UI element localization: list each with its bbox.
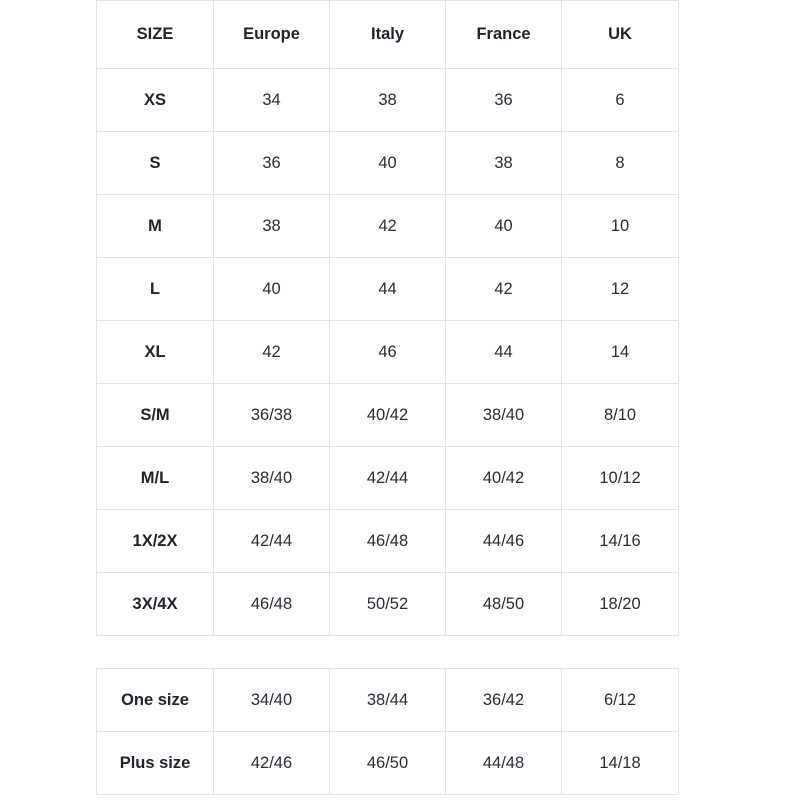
table-row	[97, 132, 679, 195]
cell-europe: 42	[214, 321, 330, 384]
one-size-table	[96, 668, 679, 795]
cell-uk: 18/20	[562, 573, 679, 636]
row-label: M/L	[97, 447, 214, 510]
cell-europe: 46/48	[214, 573, 330, 636]
cell-france: 44/48	[446, 732, 562, 795]
cell-italy: 42	[330, 195, 446, 258]
cell-france: 38/40	[446, 384, 562, 447]
cell-italy: 40/42	[330, 384, 446, 447]
cell-italy: 40	[330, 132, 446, 195]
table-row	[97, 510, 679, 573]
cell-france: 36/42	[446, 669, 562, 732]
row-label: S	[97, 132, 214, 195]
cell-france: 40	[446, 195, 562, 258]
cell-uk: 14/16	[562, 510, 679, 573]
cell-uk: 6/12	[562, 669, 679, 732]
table-header-row	[97, 1, 679, 69]
row-label: M	[97, 195, 214, 258]
table-header	[97, 1, 679, 69]
table-row	[97, 669, 679, 732]
cell-europe: 36/38	[214, 384, 330, 447]
cell-france: 40/42	[446, 447, 562, 510]
table-row	[97, 573, 679, 636]
cell-uk: 14/18	[562, 732, 679, 795]
table-row	[97, 384, 679, 447]
row-label: S/M	[97, 384, 214, 447]
table-body	[97, 669, 679, 795]
cell-france: 44	[446, 321, 562, 384]
table-body	[97, 69, 679, 636]
cell-uk: 10/12	[562, 447, 679, 510]
cell-france: 44/46	[446, 510, 562, 573]
row-label: L	[97, 258, 214, 321]
cell-uk: 14	[562, 321, 679, 384]
row-label: Plus size	[97, 732, 214, 795]
table-row	[97, 732, 679, 795]
cell-europe: 38/40	[214, 447, 330, 510]
row-label: 1X/2X	[97, 510, 214, 573]
cell-uk: 8	[562, 132, 679, 195]
cell-france: 48/50	[446, 573, 562, 636]
cell-france: 42	[446, 258, 562, 321]
cell-italy: 46	[330, 321, 446, 384]
cell-france: 36	[446, 69, 562, 132]
cell-europe: 42/44	[214, 510, 330, 573]
cell-europe: 38	[214, 195, 330, 258]
one-size-table-wrapper	[96, 668, 678, 795]
column-header-italy: Italy	[330, 1, 446, 69]
column-header-uk: UK	[562, 1, 679, 69]
cell-italy: 44	[330, 258, 446, 321]
cell-uk: 8/10	[562, 384, 679, 447]
cell-italy: 42/44	[330, 447, 446, 510]
cell-italy: 46/48	[330, 510, 446, 573]
table-row	[97, 69, 679, 132]
cell-europe: 42/46	[214, 732, 330, 795]
table-row	[97, 195, 679, 258]
table-row	[97, 447, 679, 510]
cell-italy: 50/52	[330, 573, 446, 636]
column-header-europe: Europe	[214, 1, 330, 69]
cell-europe: 34	[214, 69, 330, 132]
cell-europe: 40	[214, 258, 330, 321]
cell-italy: 38	[330, 69, 446, 132]
cell-uk: 12	[562, 258, 679, 321]
cell-italy: 46/50	[330, 732, 446, 795]
column-header-size: SIZE	[97, 1, 214, 69]
cell-uk: 6	[562, 69, 679, 132]
table-row	[97, 258, 679, 321]
row-label: 3X/4X	[97, 573, 214, 636]
cell-europe: 34/40	[214, 669, 330, 732]
cell-uk: 10	[562, 195, 679, 258]
cell-europe: 36	[214, 132, 330, 195]
size-conversion-table-wrapper	[96, 0, 678, 636]
cell-italy: 38/44	[330, 669, 446, 732]
row-label: XS	[97, 69, 214, 132]
row-label: One size	[97, 669, 214, 732]
size-conversion-table	[96, 0, 679, 636]
row-label: XL	[97, 321, 214, 384]
cell-france: 38	[446, 132, 562, 195]
table-row	[97, 321, 679, 384]
column-header-france: France	[446, 1, 562, 69]
